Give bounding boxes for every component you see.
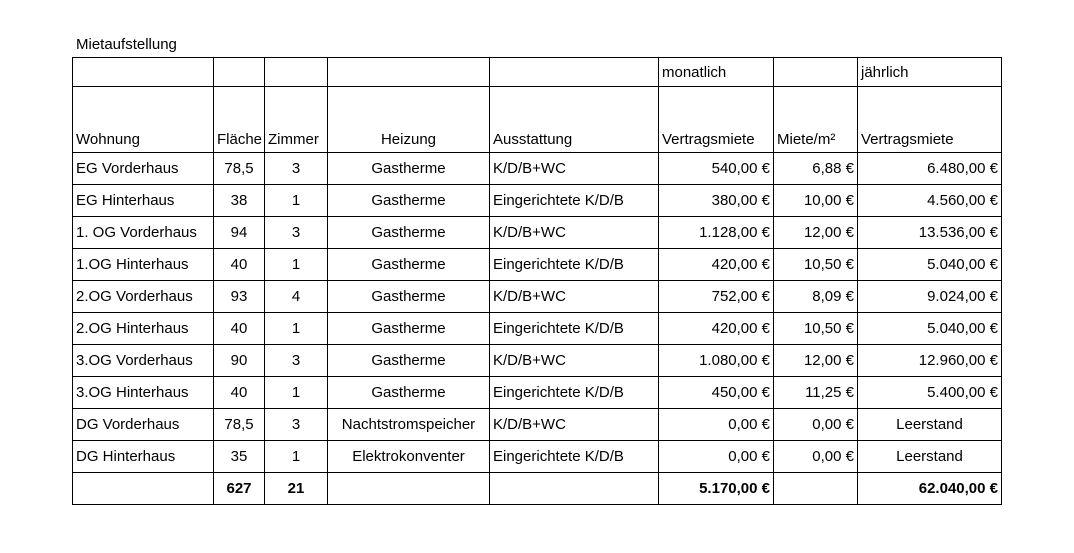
empty-cell <box>73 58 214 87</box>
cell-area: 35 <box>214 441 265 473</box>
cell-rooms: 3 <box>265 153 328 185</box>
table-row <box>73 345 1002 377</box>
cell-unit: 1. OG Vorderhaus <box>73 217 214 249</box>
cell-unit: 2.OG Vorderhaus <box>73 281 214 313</box>
cell-yearly-rent: Leerstand <box>858 441 1002 473</box>
column-header-monthly-rent: Vertragsmiete <box>659 87 774 153</box>
cell-area: 78,5 <box>214 409 265 441</box>
cell-rent-per-sqm: 10,00 € <box>774 185 858 217</box>
column-header-equipment: Ausstattung <box>490 87 659 153</box>
empty-cell <box>328 58 490 87</box>
cell-yearly-rent: 13.536,00 € <box>858 217 1002 249</box>
cell-monthly-rent: 752,00 € <box>659 281 774 313</box>
cell-equipment: K/D/B+WC <box>490 281 659 313</box>
sheet-title: Mietaufstellung <box>76 36 177 53</box>
cell-area: 94 <box>214 217 265 249</box>
cell-heating: Gastherme <box>328 185 490 217</box>
cell-equipment: Eingerichtete K/D/B <box>490 441 659 473</box>
cell-heating: Gastherme <box>328 377 490 409</box>
empty-cell <box>774 58 858 87</box>
cell-rooms: 1 <box>265 249 328 281</box>
column-header-rooms: Zimmer <box>265 87 328 153</box>
cell-area: 93 <box>214 281 265 313</box>
cell-unit: 1.OG Hinterhaus <box>73 249 214 281</box>
cell-unit: 3.OG Vorderhaus <box>73 345 214 377</box>
cell-rooms: 1 <box>265 377 328 409</box>
cell-unit: 3.OG Hinterhaus <box>73 377 214 409</box>
cell-unit: DG Hinterhaus <box>73 441 214 473</box>
cell-monthly-rent: 380,00 € <box>659 185 774 217</box>
table-row <box>73 313 1002 345</box>
cell-unit: 2.OG Hinterhaus <box>73 313 214 345</box>
empty-cell <box>490 58 659 87</box>
total-monthly-rent: 5.170,00 € <box>659 473 774 505</box>
cell-monthly-rent: 1.080,00 € <box>659 345 774 377</box>
table-row <box>73 377 1002 409</box>
cell-rent-per-sqm: 0,00 € <box>774 441 858 473</box>
total-yearly-rent: 62.040,00 € <box>858 473 1002 505</box>
cell-rooms: 4 <box>265 281 328 313</box>
column-header-heating: Heizung <box>328 87 490 153</box>
cell-yearly-rent: 5.040,00 € <box>858 249 1002 281</box>
cell-equipment: K/D/B+WC <box>490 217 659 249</box>
empty-cell <box>328 473 490 505</box>
column-header-area: Fläche <box>214 87 265 153</box>
empty-cell <box>214 58 265 87</box>
cell-rooms: 1 <box>265 313 328 345</box>
cell-yearly-rent: 5.400,00 € <box>858 377 1002 409</box>
cell-equipment: K/D/B+WC <box>490 345 659 377</box>
cell-rooms: 3 <box>265 409 328 441</box>
cell-heating: Gastherme <box>328 313 490 345</box>
column-header-yearly-rent: Vertragsmiete <box>858 87 1002 153</box>
cell-yearly-rent: 12.960,00 € <box>858 345 1002 377</box>
empty-cell <box>265 58 328 87</box>
cell-yearly-rent: 9.024,00 € <box>858 281 1002 313</box>
table-row <box>73 249 1002 281</box>
empty-cell <box>774 473 858 505</box>
total-rooms: 21 <box>265 473 328 505</box>
cell-unit: DG Vorderhaus <box>73 409 214 441</box>
column-header-unit: Wohnung <box>73 87 214 153</box>
cell-monthly-rent: 540,00 € <box>659 153 774 185</box>
cell-rent-per-sqm: 0,00 € <box>774 409 858 441</box>
cell-equipment: Eingerichtete K/D/B <box>490 249 659 281</box>
cell-yearly-rent: 6.480,00 € <box>858 153 1002 185</box>
cell-area: 78,5 <box>214 153 265 185</box>
cell-monthly-rent: 420,00 € <box>659 313 774 345</box>
cell-monthly-rent: 1.128,00 € <box>659 217 774 249</box>
cell-area: 90 <box>214 345 265 377</box>
cell-equipment: K/D/B+WC <box>490 153 659 185</box>
cell-heating: Gastherme <box>328 249 490 281</box>
cell-unit: EG Hinterhaus <box>73 185 214 217</box>
cell-yearly-rent: 5.040,00 € <box>858 313 1002 345</box>
group-header-yearly: jährlich <box>858 58 1002 87</box>
totals-row <box>73 473 1002 505</box>
cell-rent-per-sqm: 12,00 € <box>774 217 858 249</box>
group-header-row <box>73 58 1002 87</box>
cell-unit: EG Vorderhaus <box>73 153 214 185</box>
table-row <box>73 217 1002 249</box>
cell-rent-per-sqm: 11,25 € <box>774 377 858 409</box>
cell-area: 40 <box>214 377 265 409</box>
cell-area: 38 <box>214 185 265 217</box>
table-row <box>73 281 1002 313</box>
table-row <box>73 441 1002 473</box>
empty-cell <box>73 473 214 505</box>
cell-rent-per-sqm: 12,00 € <box>774 345 858 377</box>
cell-heating: Nachtstromspeicher <box>328 409 490 441</box>
cell-heating: Gastherme <box>328 217 490 249</box>
cell-heating: Gastherme <box>328 281 490 313</box>
rent-table <box>72 57 1002 505</box>
cell-area: 40 <box>214 249 265 281</box>
table-row <box>73 409 1002 441</box>
cell-rooms: 1 <box>265 441 328 473</box>
column-header-row <box>73 87 1002 153</box>
cell-rooms: 3 <box>265 345 328 377</box>
column-header-rent-per-sqm: Miete/m² <box>774 87 858 153</box>
cell-rooms: 1 <box>265 185 328 217</box>
cell-rent-per-sqm: 10,50 € <box>774 249 858 281</box>
cell-yearly-rent: 4.560,00 € <box>858 185 1002 217</box>
cell-equipment: K/D/B+WC <box>490 409 659 441</box>
total-area: 627 <box>214 473 265 505</box>
cell-monthly-rent: 450,00 € <box>659 377 774 409</box>
cell-rent-per-sqm: 6,88 € <box>774 153 858 185</box>
group-header-monthly: monatlich <box>659 58 774 87</box>
cell-equipment: Eingerichtete K/D/B <box>490 377 659 409</box>
cell-monthly-rent: 0,00 € <box>659 409 774 441</box>
cell-rent-per-sqm: 10,50 € <box>774 313 858 345</box>
cell-area: 40 <box>214 313 265 345</box>
table-row <box>73 185 1002 217</box>
cell-rooms: 3 <box>265 217 328 249</box>
cell-monthly-rent: 420,00 € <box>659 249 774 281</box>
cell-heating: Elektrokonventer <box>328 441 490 473</box>
table-row <box>73 153 1002 185</box>
cell-heating: Gastherme <box>328 345 490 377</box>
cell-equipment: Eingerichtete K/D/B <box>490 185 659 217</box>
cell-equipment: Eingerichtete K/D/B <box>490 313 659 345</box>
cell-monthly-rent: 0,00 € <box>659 441 774 473</box>
empty-cell <box>490 473 659 505</box>
cell-heating: Gastherme <box>328 153 490 185</box>
cell-rent-per-sqm: 8,09 € <box>774 281 858 313</box>
cell-yearly-rent: Leerstand <box>858 409 1002 441</box>
